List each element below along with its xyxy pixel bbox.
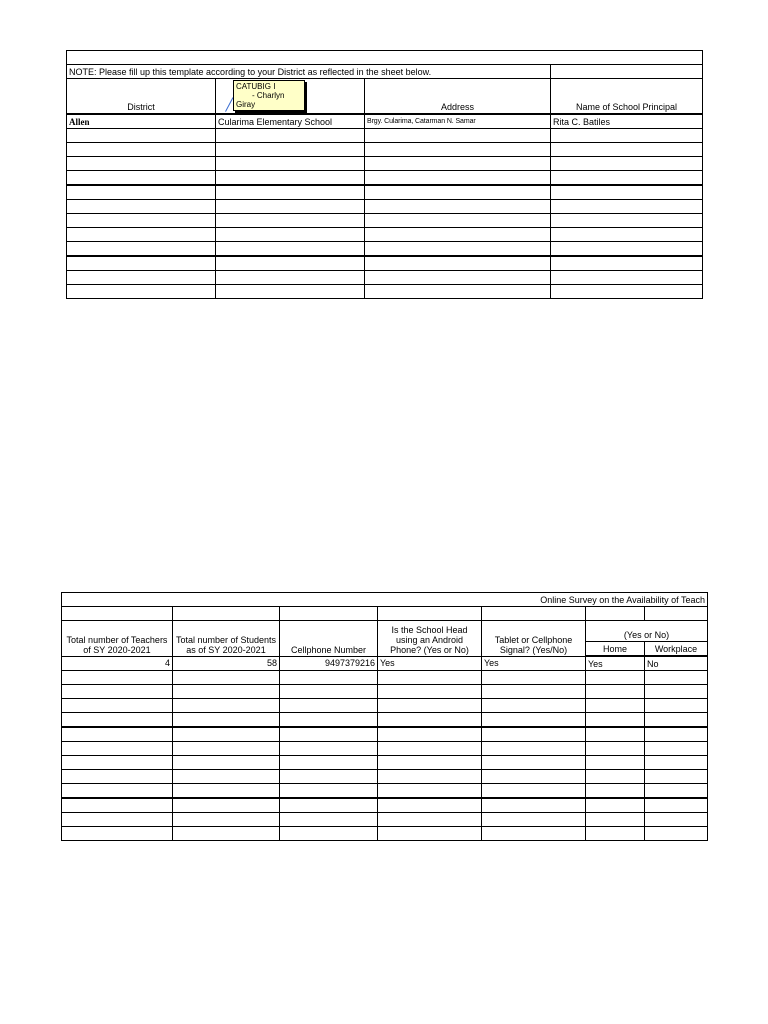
cell[interactable] [645,713,708,728]
cell[interactable] [365,143,551,157]
header-android[interactable]: Is the School Head using an Android Phone? (Yes or No) [378,621,482,657]
android-cell[interactable]: Yes [378,656,482,671]
cell[interactable] [482,727,586,742]
cell[interactable] [216,214,365,228]
cell[interactable] [67,143,216,157]
comment-line: - Charlyn [252,91,285,100]
cell[interactable] [482,713,586,728]
table-row [67,228,703,242]
cell[interactable] [645,607,708,621]
cell[interactable] [62,742,173,756]
cell[interactable] [216,129,365,143]
cell[interactable] [62,827,173,841]
cell[interactable] [365,214,551,228]
comment-line: CATUBIG I [236,82,276,91]
cell[interactable] [280,727,378,742]
table-row [62,742,708,756]
cell[interactable] [216,143,365,157]
cell[interactable] [378,685,482,699]
header-signal[interactable]: Tablet or Cellphone Signal? (Yes/No) [482,621,586,657]
cell[interactable] [62,671,173,685]
cell[interactable] [173,770,280,784]
cell[interactable] [280,671,378,685]
table-row [62,671,708,685]
cell[interactable] [67,242,216,257]
cell[interactable] [551,242,703,257]
table-row [67,143,703,157]
cell[interactable] [586,742,645,756]
blank-cell[interactable] [67,51,703,65]
cell[interactable] [62,798,173,813]
cell[interactable] [280,756,378,770]
principal-cell[interactable]: Rita C. Batiles [551,114,703,129]
cell[interactable] [645,742,708,756]
cell[interactable] [378,607,482,621]
cell[interactable] [378,798,482,813]
cell[interactable] [365,157,551,171]
address-cell[interactable]: Brgy. Cularima, Catarman N. Samar [365,114,551,129]
table-row [67,271,703,285]
cell[interactable] [173,685,280,699]
cell[interactable] [62,784,173,799]
cell[interactable] [586,770,645,784]
cell[interactable] [551,200,703,214]
cell-comment[interactable] [233,80,305,111]
cell[interactable] [551,185,703,200]
cell[interactable] [280,607,378,621]
cell[interactable] [280,742,378,756]
cell[interactable] [645,699,708,713]
signal-cell[interactable]: Yes [482,656,586,671]
cell[interactable] [280,770,378,784]
table-row [62,699,708,713]
cell[interactable] [280,784,378,799]
table-row [62,713,708,728]
cell[interactable] [173,713,280,728]
header-row [67,79,703,115]
cell[interactable] [216,256,365,271]
header-yes-no[interactable]: (Yes or No) [586,621,708,642]
table-row [62,798,708,813]
cell[interactable] [216,228,365,242]
cell[interactable] [645,813,708,827]
cell[interactable] [645,798,708,813]
table-row [62,685,708,699]
cell[interactable] [586,685,645,699]
note-row [67,65,703,79]
table-row [67,185,703,200]
cell[interactable] [482,742,586,756]
survey-title[interactable]: Online Survey on the Availability of Teach [62,593,708,607]
cell[interactable] [378,742,482,756]
cell[interactable] [378,827,482,841]
cell[interactable] [62,770,173,784]
blank-row [62,607,708,621]
cell[interactable] [62,727,173,742]
cell[interactable] [378,813,482,827]
cell[interactable] [551,171,703,186]
table-row [67,285,703,299]
students-cell[interactable]: 58 [173,656,280,671]
cell[interactable] [551,143,703,157]
cell[interactable] [482,798,586,813]
cell[interactable] [216,171,365,186]
cell[interactable] [365,256,551,271]
cell[interactable] [67,129,216,143]
cell[interactable] [62,699,173,713]
cell[interactable] [216,200,365,214]
cell[interactable] [173,607,280,621]
cell[interactable] [67,171,216,186]
cell[interactable] [551,129,703,143]
cell[interactable] [645,685,708,699]
header-home[interactable]: Home [586,642,645,657]
online-survey-table [61,592,708,841]
cell[interactable] [378,671,482,685]
cell[interactable] [67,157,216,171]
cell[interactable] [551,285,703,299]
workplace-cell[interactable]: No [645,656,708,671]
cell[interactable] [173,671,280,685]
cell[interactable] [586,813,645,827]
cell[interactable] [378,756,482,770]
cell[interactable] [62,756,173,770]
cell[interactable] [67,200,216,214]
header-students[interactable]: Total number of Students as of SY 2020-2021 [173,621,280,657]
table-row [62,827,708,841]
school-cell[interactable]: Cularima Elementary School [216,114,365,129]
cell[interactable] [551,214,703,228]
cell[interactable] [173,784,280,799]
table-row [62,813,708,827]
header-district[interactable]: District [67,79,216,115]
blank-cell[interactable] [551,65,703,79]
cell[interactable] [280,699,378,713]
header-teachers[interactable]: Total number of Teachers of SY 2020-2021 [62,621,173,657]
cell[interactable] [378,713,482,728]
cell[interactable] [482,813,586,827]
cell[interactable] [216,242,365,257]
cell[interactable] [645,827,708,841]
comment-line: Giray [236,100,256,109]
table-row [67,114,703,129]
cell[interactable] [280,685,378,699]
cell[interactable] [173,742,280,756]
cell[interactable] [173,798,280,813]
cell[interactable] [216,271,365,285]
cell[interactable] [586,699,645,713]
cell[interactable] [67,285,216,299]
cell[interactable] [586,827,645,841]
cell[interactable] [378,770,482,784]
cell[interactable] [365,129,551,143]
cell[interactable] [551,271,703,285]
cell[interactable] [586,607,645,621]
cell[interactable] [280,813,378,827]
cell[interactable] [280,827,378,841]
table-row [67,242,703,257]
cell[interactable] [365,228,551,242]
table-row [67,157,703,171]
header-address[interactable]: Address [365,79,551,115]
cell[interactable] [365,171,551,186]
cell[interactable] [482,671,586,685]
table-row [62,727,708,742]
cell[interactable] [173,827,280,841]
cell[interactable] [365,242,551,257]
cell[interactable] [67,185,216,200]
cell[interactable] [482,770,586,784]
table-row [67,171,703,186]
table-row [67,256,703,271]
cell[interactable] [62,607,173,621]
cell[interactable] [216,285,365,299]
cell[interactable] [482,685,586,699]
cell[interactable] [482,699,586,713]
note-cell[interactable]: NOTE: Please fill up this template according to your District as reflected in the sheet below. [67,65,551,79]
title-row [62,593,708,607]
table-row [67,129,703,143]
cell[interactable] [482,827,586,841]
cell[interactable] [67,256,216,271]
cell[interactable] [378,699,482,713]
header-cellphone[interactable]: Cellphone Number [280,621,378,657]
cell[interactable] [62,685,173,699]
table-row [62,656,708,671]
cell[interactable] [586,756,645,770]
cell[interactable] [586,727,645,742]
teachers-cell[interactable]: 4 [62,656,173,671]
cell[interactable] [482,784,586,799]
cell[interactable] [378,727,482,742]
cell[interactable] [173,699,280,713]
cell[interactable] [173,756,280,770]
cell[interactable] [67,228,216,242]
cell[interactable] [645,671,708,685]
table-row [62,784,708,799]
header-workplace[interactable]: Workplace [645,642,708,657]
cell[interactable] [365,200,551,214]
cell[interactable] [645,784,708,799]
table-row [62,770,708,784]
cell[interactable] [280,798,378,813]
cell[interactable] [173,727,280,742]
cell[interactable] [551,228,703,242]
cell[interactable] [586,784,645,799]
table-row [62,756,708,770]
cell[interactable] [62,813,173,827]
cellphone-cell[interactable]: 9497379216 [280,656,378,671]
table-row [67,214,703,228]
cell[interactable] [67,214,216,228]
table-row [67,200,703,214]
cell[interactable] [280,713,378,728]
cell[interactable] [365,271,551,285]
cell[interactable] [378,784,482,799]
cell[interactable] [551,256,703,271]
cell[interactable] [67,271,216,285]
cell[interactable] [365,285,551,299]
cell[interactable] [645,770,708,784]
cell[interactable] [645,727,708,742]
cell[interactable] [586,713,645,728]
cell[interactable] [586,798,645,813]
cell[interactable] [586,671,645,685]
district-cell[interactable]: Allen [67,114,216,129]
cell[interactable] [551,157,703,171]
home-cell[interactable]: Yes [586,656,645,671]
cell[interactable] [216,157,365,171]
cell[interactable] [482,607,586,621]
cell[interactable] [645,756,708,770]
cell[interactable] [216,185,365,200]
cell[interactable] [482,756,586,770]
cell[interactable] [62,713,173,728]
blank-top-row [67,51,703,65]
cell[interactable] [365,185,551,200]
cell[interactable] [173,813,280,827]
district-template-table [66,50,703,299]
header-row [62,621,708,642]
header-principal[interactable]: Name of School Principal [551,79,703,115]
